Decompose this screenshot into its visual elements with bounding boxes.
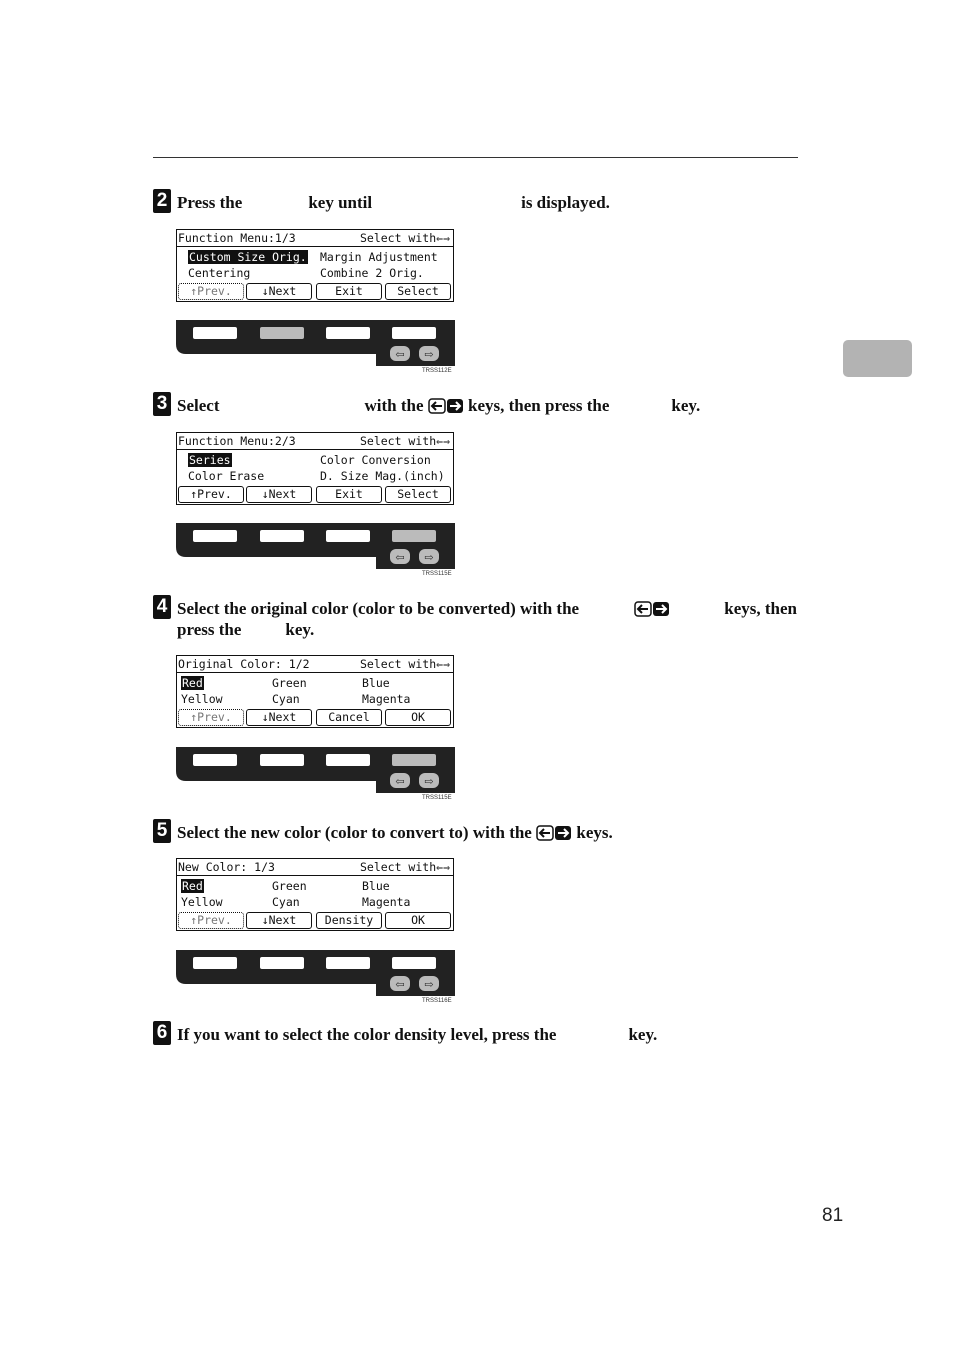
figure-code: TRSS115E bbox=[422, 571, 452, 577]
color-option[interactable]: Blue bbox=[362, 879, 390, 893]
panel-key-3 bbox=[326, 530, 370, 542]
arrow-keys-icon: ⇐⇒ bbox=[436, 231, 450, 245]
select-button[interactable]: Select bbox=[385, 486, 451, 503]
arrow-keys-icon: ⇐⇒ bbox=[436, 860, 450, 874]
color-option[interactable]: Magenta bbox=[362, 692, 411, 706]
arrow-keys-icon bbox=[428, 398, 464, 414]
panel-key-2 bbox=[260, 327, 304, 339]
color-option[interactable]: Yellow bbox=[181, 692, 223, 706]
lcd-title: Function Menu:2/3 bbox=[178, 434, 296, 448]
panel-key-1 bbox=[193, 530, 237, 542]
arrow-keys-icon bbox=[634, 601, 670, 617]
step-number: 2 bbox=[153, 189, 171, 213]
step-instruction: Select the new color (color to convert to) with the keys. bbox=[177, 823, 613, 842]
lcd-title: Function Menu:1/3 bbox=[178, 231, 296, 245]
color-option[interactable]: Green bbox=[272, 676, 307, 690]
menu-item[interactable]: Color Conversion bbox=[320, 453, 431, 467]
step-instruction: Press the key until is displayed. bbox=[177, 193, 610, 212]
svg-text:⇨: ⇨ bbox=[424, 552, 434, 564]
panel-key-3 bbox=[326, 754, 370, 766]
figure-code: TRSS112E bbox=[422, 368, 452, 374]
svg-text:⇨: ⇨ bbox=[424, 979, 434, 991]
page-number: 81 bbox=[822, 1205, 844, 1226]
key-panel bbox=[176, 950, 455, 996]
svg-text:⇦: ⇦ bbox=[395, 349, 405, 361]
arrow-keys-icon bbox=[536, 825, 572, 841]
panel-key-4 bbox=[392, 530, 436, 542]
lcd-divider bbox=[177, 246, 453, 247]
lcd-softkeys bbox=[177, 486, 453, 503]
svg-text:⇨: ⇨ bbox=[424, 776, 434, 788]
panel-key-1 bbox=[193, 957, 237, 969]
panel-key-1 bbox=[193, 327, 237, 339]
menu-item[interactable]: Combine 2 Orig. bbox=[320, 266, 424, 280]
exit-button[interactable]: Exit bbox=[316, 486, 382, 503]
menu-item[interactable]: Centering bbox=[188, 266, 251, 280]
cancel-button[interactable]: Cancel bbox=[316, 709, 382, 726]
figure-code: TRSS115E bbox=[422, 795, 452, 801]
svg-text:⇦: ⇦ bbox=[395, 552, 405, 564]
prev-button[interactable]: ↑Prev. bbox=[178, 486, 244, 503]
color-option[interactable]: Green bbox=[272, 879, 307, 893]
color-option[interactable]: Cyan bbox=[272, 895, 300, 909]
lcd-title: New Color: 1/3 bbox=[178, 860, 275, 874]
step-number: 4 bbox=[153, 595, 171, 619]
menu-item[interactable]: Custom Size Orig. bbox=[189, 250, 307, 264]
ok-button[interactable]: OK bbox=[385, 709, 451, 726]
next-button[interactable]: ↓Next bbox=[246, 283, 312, 300]
panel-key-1 bbox=[193, 754, 237, 766]
density-button[interactable]: Density bbox=[316, 912, 382, 929]
menu-item[interactable]: Series bbox=[189, 453, 231, 467]
menu-item[interactable]: D. Size Mag.(inch) bbox=[320, 469, 445, 483]
panel-key-4 bbox=[392, 754, 436, 766]
key-panel bbox=[176, 747, 455, 793]
panel-key-2 bbox=[260, 957, 304, 969]
lcd-divider bbox=[177, 449, 453, 450]
lcd-softkeys bbox=[177, 912, 453, 929]
next-button[interactable]: ↓Next bbox=[246, 709, 312, 726]
arrow-keys-icon: ⇐⇒ bbox=[436, 657, 450, 671]
lcd-divider bbox=[177, 875, 453, 876]
color-option[interactable]: Cyan bbox=[272, 692, 300, 706]
prev-button[interactable]: ↑Prev. bbox=[178, 709, 244, 726]
lcd-select-hint: Select with⇐⇒ bbox=[359, 434, 450, 448]
lcd-title: Original Color: 1/2 bbox=[178, 657, 310, 671]
step-number: 3 bbox=[153, 392, 171, 416]
panel-key-3 bbox=[326, 327, 370, 339]
select-button[interactable]: Select bbox=[385, 283, 451, 300]
menu-item[interactable]: Color Erase bbox=[188, 469, 265, 483]
lcd-select-hint: Select with⇐⇒ bbox=[359, 860, 450, 874]
lcd-screen bbox=[176, 229, 454, 302]
header-rule bbox=[153, 157, 798, 158]
panel-key-4 bbox=[392, 327, 436, 339]
step-instruction: Select with the keys, then press the key. bbox=[177, 396, 701, 415]
lcd-screen bbox=[176, 858, 454, 931]
next-button[interactable]: ↓Next bbox=[246, 912, 312, 929]
lcd-softkeys bbox=[177, 283, 453, 300]
next-button[interactable]: ↓Next bbox=[246, 486, 312, 503]
lcd-screen bbox=[176, 432, 454, 505]
lcd-screen bbox=[176, 655, 454, 728]
step-instruction: Select the original color (color to be converted) with the keys, then press the key. bbox=[177, 599, 797, 639]
prev-button[interactable]: ↑Prev. bbox=[178, 912, 244, 929]
color-option[interactable]: Magenta bbox=[362, 895, 411, 909]
step-number: 5 bbox=[153, 819, 171, 843]
svg-text:⇦: ⇦ bbox=[395, 776, 405, 788]
arrow-keys-icon: ⇐⇒ bbox=[436, 434, 450, 448]
panel-key-4 bbox=[392, 957, 436, 969]
key-panel bbox=[176, 320, 455, 366]
ok-button[interactable]: OK bbox=[385, 912, 451, 929]
menu-item[interactable]: Margin Adjustment bbox=[320, 250, 438, 264]
key-panel bbox=[176, 523, 455, 569]
lcd-softkeys bbox=[177, 709, 453, 726]
lcd-select-hint: Select with⇐⇒ bbox=[359, 231, 450, 245]
svg-text:⇦: ⇦ bbox=[395, 979, 405, 991]
prev-button[interactable]: ↑Prev. bbox=[178, 283, 244, 300]
svg-text:⇨: ⇨ bbox=[424, 349, 434, 361]
color-option[interactable]: Red bbox=[182, 879, 203, 893]
color-option[interactable]: Yellow bbox=[181, 895, 223, 909]
panel-key-2 bbox=[260, 530, 304, 542]
panel-key-2 bbox=[260, 754, 304, 766]
lcd-divider bbox=[177, 672, 453, 673]
chapter-tab bbox=[843, 340, 912, 377]
color-option[interactable]: Blue bbox=[362, 676, 390, 690]
panel-key-3 bbox=[326, 957, 370, 969]
lcd-select-hint: Select with⇐⇒ bbox=[359, 657, 450, 671]
step-number: 6 bbox=[153, 1021, 171, 1045]
color-option[interactable]: Red bbox=[182, 676, 203, 690]
figure-code: TRSS116E bbox=[422, 998, 452, 1004]
exit-button[interactable]: Exit bbox=[316, 283, 382, 300]
step-instruction: If you want to select the color density level, press the key. bbox=[177, 1025, 658, 1044]
